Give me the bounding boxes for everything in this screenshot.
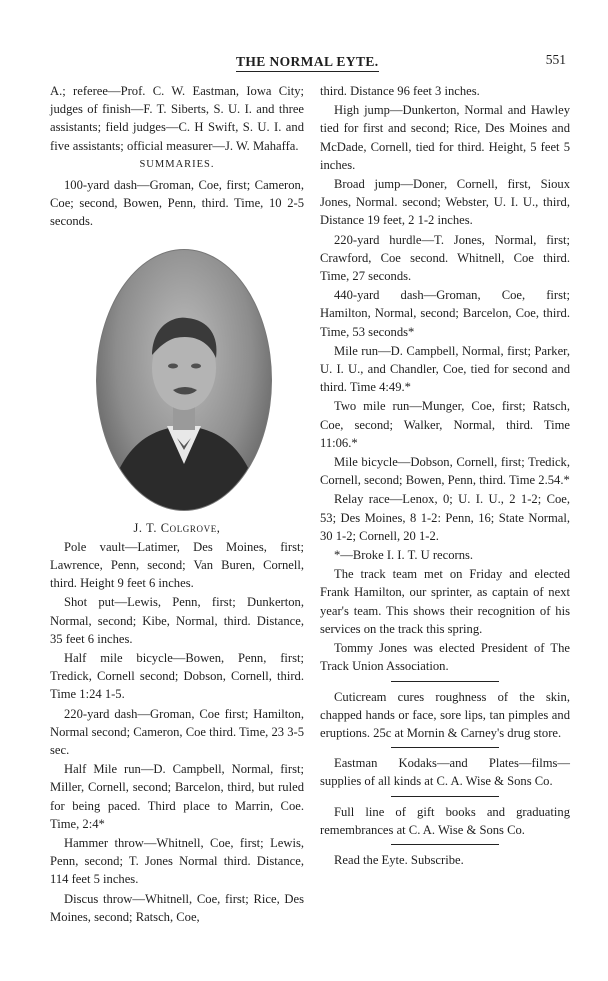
- event-high-jump: High jump—Dunkerton, Normal and Hawley tied for first and second; Rice, Des Moines and McDade, Cornell, tied for third. Height, 5 feet 5 inches.: [320, 103, 570, 172]
- event-hammer-throw: Hammer throw—Whitnell, Coe, first; Lewis, Penn, second; T. Jones Normal third. Distance, 114 feet 5 inches.: [50, 836, 304, 887]
- ad-kodaks: [320, 754, 570, 790]
- portrait-photo: [82, 249, 282, 519]
- event-relay-race: Relay race—Lenox, 0; U. I. U., 2 1-2; Coe, 53; Des Moines, 8 1-2: Penn, 16; State Normal, 30 1-2; Cornell, 20 1-2.: [320, 492, 570, 543]
- event-220yd-hurdle: 220-yard hurdle—T. Jones, Normal, first; Crawford, Coe second. Whitnell, Coe third. Time, 27 seconds.: [320, 232, 570, 284]
- discus-continued: third. Distance 96 feet 3 inches.: [320, 84, 480, 98]
- divider: [391, 844, 499, 845]
- ad-subscribe: [320, 851, 570, 869]
- portrait-caption: [50, 519, 304, 537]
- portrait-oval: [96, 249, 272, 511]
- page-number: 551: [545, 52, 566, 67]
- ad-subscribe-text: Read the Eyte. Subscribe.: [334, 852, 464, 867]
- ad-gift-books: [320, 803, 570, 839]
- ad-cuticream: [320, 688, 570, 743]
- page-header: [0, 48, 608, 78]
- event-broad-jump: Broad jump—Doner, Cornell, first, Sioux Jones, Normal. second; Webster, U. I. U., third, Distance 19 feet, 2 1-2 inches.: [320, 177, 570, 228]
- event-two-mile-run: Two mile run—Munger, Coe, first; Ratsch, Coe, second; Walker, Normal, third. Time 11:06.*: [320, 399, 570, 450]
- divider: [391, 796, 499, 797]
- president-paragraph: Tommy Jones was elected President of The Track Union Association.: [320, 641, 570, 674]
- caption-text: J. T. Colgrove,: [133, 520, 221, 535]
- left-column: [50, 82, 304, 926]
- event-mile-run: Mile run—D. Campbell, Normal, first; Parker, U. I. U., and Chandler, Coe, tied for second and third. Time 4:49.*: [320, 343, 570, 395]
- event-220yd-dash: 220-yard dash—Groman, Coe first; Hamilton, Normal second; Cameron, Coe third. Time, 23 3-5 sec.: [50, 706, 304, 758]
- divider: [391, 681, 499, 682]
- event-mile-bicycle: Mile bicycle—Dobson, Cornell, first; Tredick, Cornell, second; Bowen, Penn, third. Time 2.54.*: [320, 455, 570, 488]
- portrait-figure: [97, 250, 271, 510]
- ad-kodaks-text: Eastman Kodaks—and Plates—films—supplies of all kinds at C. A. Wise & Sons Co.: [320, 756, 570, 789]
- divider: [391, 747, 499, 748]
- event-shot-put: Shot put—Lewis, Penn, first; Dunkerton, Normal, second; Kibe, Normal, third. Distance, 35 feet 6 inches.: [50, 595, 304, 646]
- summaries-heading: SUMMARIES.: [139, 158, 215, 170]
- team-captain-paragraph: The track team met on Friday and elected Frank Hamilton, our sprinter, as captain of next year's team. This shows their recognition of his services on the track this spring.: [320, 567, 570, 636]
- event-half-mile-bicycle: Half mile bicycle—Bowen, Penn, first; Tredick, Cornell second; Dobson, Cornell, third. Time 1:24 1-5.: [50, 651, 304, 702]
- right-column: [320, 82, 570, 869]
- running-title: THE NORMAL EYTE.: [236, 54, 379, 72]
- event-440yd-dash: 440-yard dash—Groman, Coe, first; Hamilton, Normal, second; Barcelon, Coe, third. Time, 53 seconds*: [320, 288, 570, 339]
- ad-cuticream-text: Cuticream cures roughness of the skin, chapped hands or face, sore lips, tan pimples and eruptions. 25c at Mornin & Carney's drug store.: [320, 689, 570, 740]
- event-pole-vault: Pole vault—Latimer, Des Moines, first; Lawrence, Penn, second; Van Buren, Cornell, third. Height 9 feet 6 inches.: [50, 539, 304, 591]
- officials-paragraph: A.; referee—Prof. C. W. Eastman, Iowa City; judges of finish—F. T. Siberts, S. U. I. and three assistants; field judges—C. H Swift, S. U. I. and five assistants; official measurer—J. W. Mahaffa.: [50, 84, 304, 153]
- event-half-mile-run: Half Mile run—D. Campbell, Normal, first; Miller, Cornell, second; Barcelon, third, but ruled for being paced. Third place to Marrin, Coe. Time, 2:4*: [50, 762, 304, 831]
- event-100yd-dash: 100-yard dash—Groman, Coe, first; Cameron, Coe; second, Bowen, Penn, third. Time, 10 2-5 seconds.: [50, 178, 304, 229]
- event-discus-throw: Discus throw—Whitnell, Coe, first; Rice, Des Moines, second; Ratsch, Coe,: [50, 891, 304, 924]
- ad-gift-books-text: Full line of gift books and graduating remembrances at C. A. Wise & Sons Co.: [320, 804, 570, 837]
- records-note: *—Broke I. I. T. U recorns.: [334, 548, 474, 563]
